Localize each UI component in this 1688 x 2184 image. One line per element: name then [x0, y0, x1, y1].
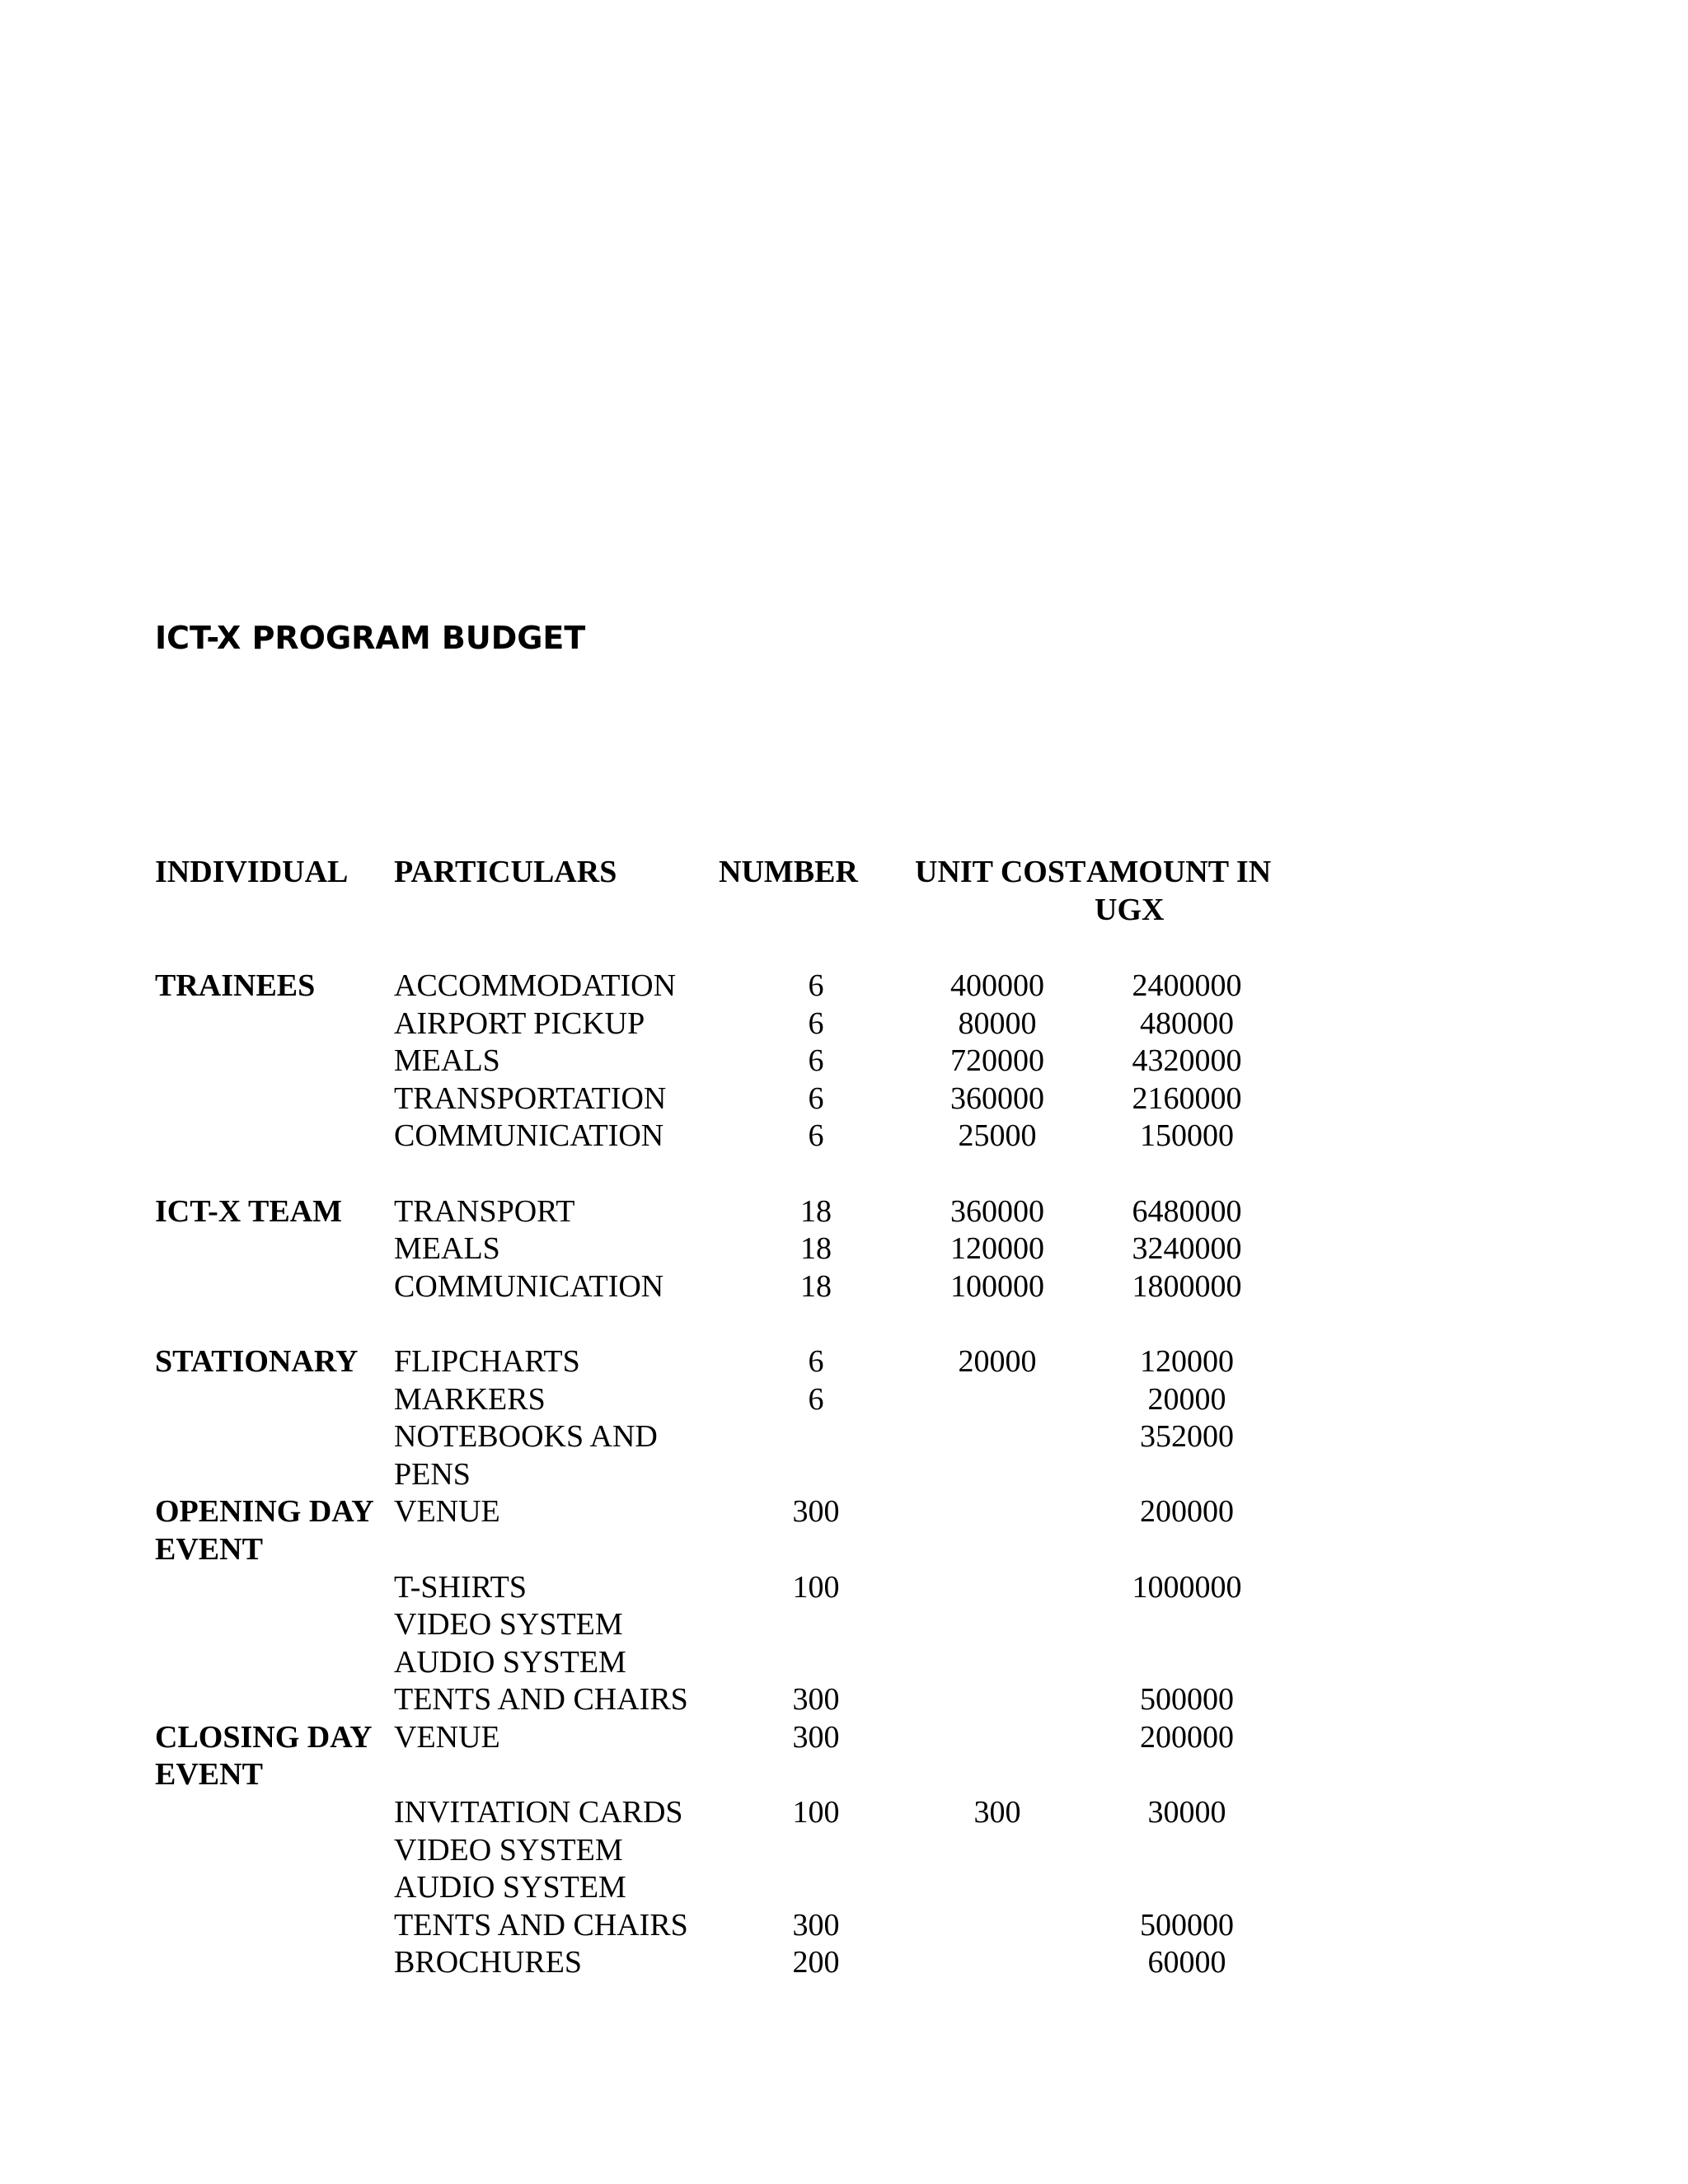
row-number: 6 — [808, 1006, 824, 1041]
row-amount: 200000 — [1140, 1494, 1234, 1529]
row-particulars: VENUE — [394, 1494, 500, 1529]
row-particulars: AUDIO SYSTEM — [394, 1645, 626, 1680]
row-amount: 1000000 — [1132, 1570, 1242, 1605]
row-particulars: TENTS AND CHAIRS — [394, 1908, 688, 1943]
header-number: NUMBER — [719, 855, 858, 889]
row-particulars: TRANSPORTATION — [394, 1081, 667, 1116]
row-particulars: VENUE — [394, 1720, 500, 1755]
row-amount: 120000 — [1140, 1344, 1234, 1379]
header-unit-cost: UNIT COST — [915, 855, 1086, 889]
row-number: 300 — [792, 1908, 840, 1943]
row-amount: 150000 — [1140, 1118, 1234, 1153]
row-number: 300 — [792, 1494, 840, 1529]
row-particulars: FLIPCHARTS — [394, 1344, 580, 1379]
row-individual: TRAINEES — [155, 968, 316, 1003]
row-amount: 2400000 — [1132, 968, 1242, 1003]
row-number: 6 — [808, 1081, 824, 1116]
row-number: 100 — [792, 1570, 840, 1605]
row-number: 6 — [808, 1118, 824, 1153]
row-individual: STATIONARY — [155, 1344, 359, 1379]
row-particulars: PENS — [394, 1457, 471, 1492]
row-unit-cost: 400000 — [950, 968, 1044, 1003]
row-unit-cost: 720000 — [950, 1043, 1044, 1078]
row-particulars: MARKERS — [394, 1382, 546, 1417]
row-particulars: COMMUNICATION — [394, 1118, 664, 1153]
row-particulars: MEALS — [394, 1231, 500, 1266]
row-particulars: VIDEO SYSTEM — [394, 1833, 623, 1868]
row-amount: 500000 — [1140, 1682, 1234, 1717]
row-amount: 20000 — [1147, 1382, 1226, 1417]
row-amount: 2160000 — [1132, 1081, 1242, 1116]
row-amount: 352000 — [1140, 1419, 1234, 1454]
row-number: 6 — [808, 1382, 824, 1417]
row-particulars: NOTEBOOKS AND — [394, 1419, 658, 1454]
row-number: 6 — [808, 1344, 824, 1379]
row-amount: 500000 — [1140, 1908, 1234, 1943]
row-number: 300 — [792, 1682, 840, 1717]
row-particulars: TENTS AND CHAIRS — [394, 1682, 688, 1717]
row-amount: 4320000 — [1132, 1043, 1242, 1078]
row-particulars: TRANSPORT — [394, 1194, 575, 1229]
row-particulars: COMMUNICATION — [394, 1269, 664, 1304]
row-number: 18 — [800, 1194, 832, 1229]
header-amount: AMOUNT IN — [1086, 855, 1272, 889]
row-unit-cost: 100000 — [950, 1269, 1044, 1304]
row-particulars: ACCOMMODATION — [394, 968, 677, 1003]
page-title: ICT-X PROGRAM BUDGET — [155, 620, 586, 656]
row-number: 18 — [800, 1269, 832, 1304]
row-unit-cost: 25000 — [958, 1118, 1037, 1153]
row-unit-cost: 120000 — [950, 1231, 1044, 1266]
row-number: 200 — [792, 1945, 840, 1980]
row-unit-cost: 80000 — [958, 1006, 1037, 1041]
row-particulars: INVITATION CARDS — [394, 1795, 683, 1830]
row-individual: ICT-X TEAM — [155, 1194, 342, 1229]
row-particulars: AUDIO SYSTEM — [394, 1870, 626, 1905]
row-amount: 60000 — [1147, 1945, 1226, 1980]
row-amount: 6480000 — [1132, 1194, 1242, 1229]
header-particulars: PARTICULARS — [394, 855, 617, 889]
row-number: 18 — [800, 1231, 832, 1266]
row-particulars: AIRPORT PICKUP — [394, 1006, 645, 1041]
row-unit-cost: 300 — [973, 1795, 1021, 1830]
row-individual: EVENT — [155, 1532, 263, 1567]
row-particulars: T-SHIRTS — [394, 1570, 528, 1605]
row-number: 100 — [792, 1795, 840, 1830]
row-number: 300 — [792, 1720, 840, 1755]
row-unit-cost: 360000 — [950, 1081, 1044, 1116]
row-amount: 480000 — [1140, 1006, 1234, 1041]
row-particulars: BROCHURES — [394, 1945, 583, 1980]
row-number: 6 — [808, 1043, 824, 1078]
row-individual: EVENT — [155, 1757, 263, 1792]
row-amount: 200000 — [1140, 1720, 1234, 1755]
row-amount: 1800000 — [1132, 1269, 1242, 1304]
row-amount: 3240000 — [1132, 1231, 1242, 1266]
row-number: 6 — [808, 968, 824, 1003]
row-unit-cost: 360000 — [950, 1194, 1044, 1229]
row-particulars: VIDEO SYSTEM — [394, 1607, 623, 1642]
header-individual: INDIVIDUAL — [155, 855, 349, 889]
row-amount: 30000 — [1147, 1795, 1226, 1830]
row-unit-cost: 20000 — [958, 1344, 1037, 1379]
header-amount-unit: UGX — [1095, 893, 1165, 927]
row-individual: CLOSING DAY — [155, 1720, 373, 1755]
row-individual: OPENING DAY — [155, 1494, 374, 1529]
row-particulars: MEALS — [394, 1043, 500, 1078]
